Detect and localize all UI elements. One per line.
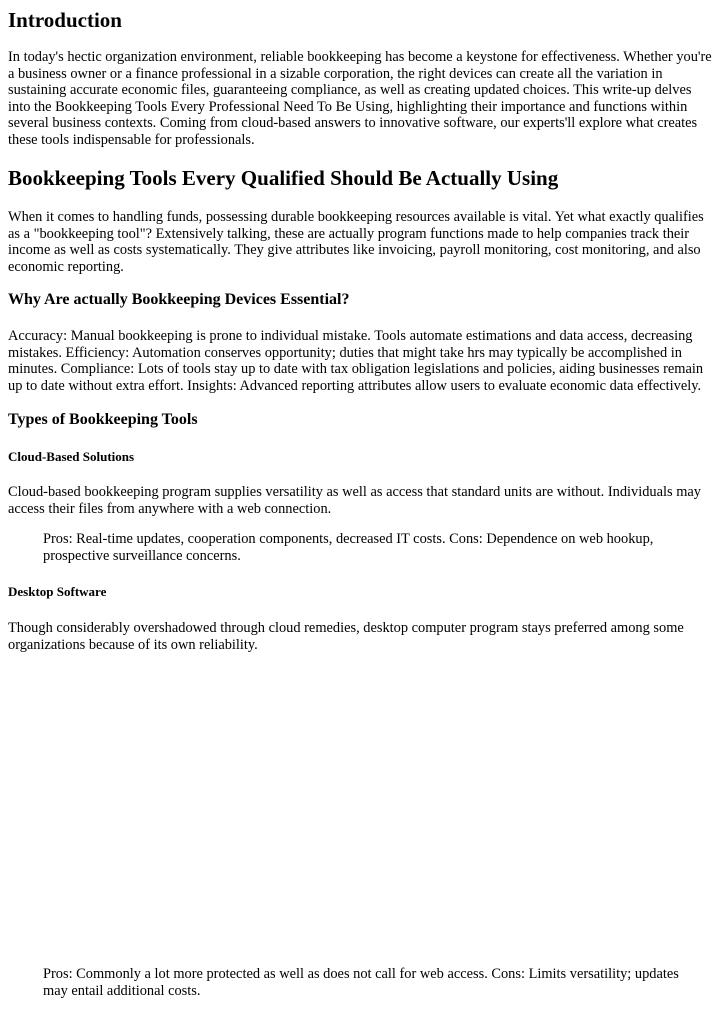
types-section-heading: Types of Bookkeeping Tools [8,411,198,428]
why-section-heading: Why Are actually Bookkeeping Devices Essential? [8,291,350,308]
desktop-pros-cons: Pros: Commonly a lot more protected as well as does not call for web access. Cons: Limits versatility; updates may entail additional costs. [43,966,679,999]
desktop-software-heading: Desktop Software [8,584,107,599]
cloud-solutions-heading: Cloud-Based Solutions [8,449,135,464]
introduction-paragraph: In today's hectic organization environment, reliable bookkeeping has become a keystone for effectiveness. Whether you're a business owner or a finance professional in a sizable corporation, the right devices can create all the variation in sustaining accurate economic files, guaranteeing compliance, as well as creating updated choices. This write-up delves into the Bookkeeping Tools Every Professional Need To Be Using, highlighting their importance and functions within several business contexts. Coming from cloud-based answers to innovative software, our experts'll explore what creates these tools indispensable for professionals. [8,49,712,148]
main-section-paragraph: When it comes to handling funds, possessing durable bookkeeping resources available is vital. Yet what exactly qualifies as a "bookkeeping tool"? Extensively talking, these are actually program functions made to help companies track their income as well as costs systematically. They give attributes like invoicing, payroll monitoring, cost monitoring, and also economic reporting. [8,209,704,275]
desktop-software-paragraph: Though considerably overshadowed through cloud remedies, desktop computer program stays preferred among some organizations because of its own reliability. [8,620,684,653]
cloud-pros-cons: Pros: Real-time updates, cooperation components, decreased IT costs. Cons: Dependence on web hookup, prospective surveillance concerns. [43,531,654,564]
why-section-paragraph: Accuracy: Manual bookkeeping is prone to individual mistake. Tools automate estimations and data access, decreasing mistakes. Efficiency: Automation conserves opportunity; duties that might take hrs may typically be accomplished in minutes. Compliance: Lots of tools stay up to date with tax obligation legislations and policies, aiding businesses remain up to date without extra effort. Insights: Advanced reporting attributes allow users to evaluate economic data effectively. [8,328,704,394]
main-section-heading: Bookkeeping Tools Every Qualified Should Be Actually Using [8,166,559,190]
cloud-solutions-paragraph: Cloud-based bookkeeping program supplies versatility as well as access that standard units are without. Individuals may access their files from anywhere with a web connection. [8,484,701,517]
introduction-heading: Introduction [8,8,122,32]
